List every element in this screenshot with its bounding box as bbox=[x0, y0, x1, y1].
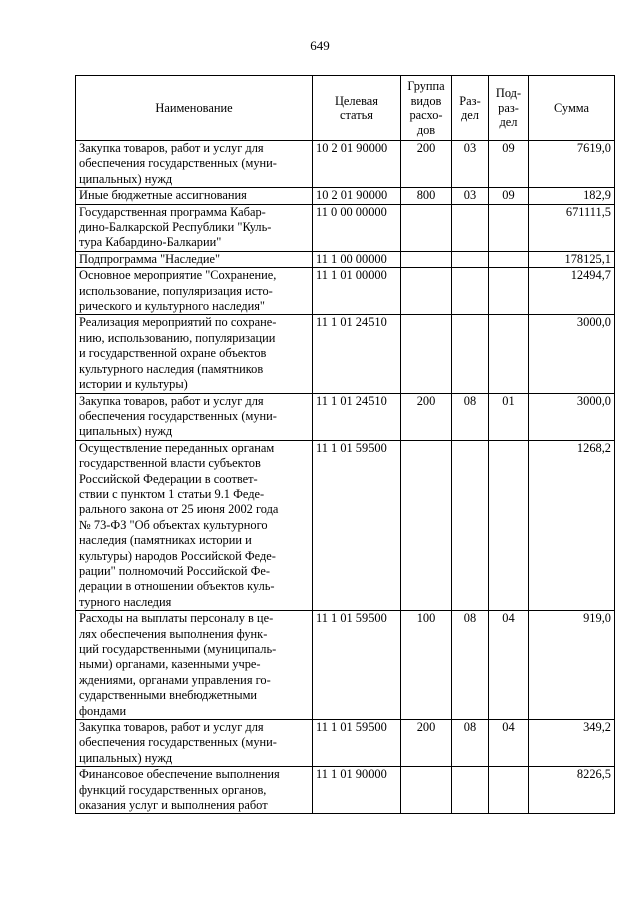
row-subsection bbox=[489, 204, 529, 251]
header-section bbox=[452, 76, 489, 141]
row-target-article: 11 1 01 24510 bbox=[313, 315, 401, 393]
row-section: 08 bbox=[452, 611, 489, 720]
row-section bbox=[452, 315, 489, 393]
row-subsection: 04 bbox=[489, 720, 529, 767]
row-amount: 182,9 bbox=[529, 188, 615, 204]
header-section-text: Раз- дел bbox=[459, 93, 481, 122]
header-expense-group-text: Группа видов расхо- дов bbox=[407, 79, 445, 137]
header-expense-group bbox=[401, 76, 452, 141]
header-amount: Сумма bbox=[529, 76, 615, 141]
header-target-article-text: Целевая статья bbox=[334, 93, 379, 122]
row-amount: 7619,0 bbox=[529, 141, 615, 188]
row-target-article: 10 2 01 90000 bbox=[313, 141, 401, 188]
row-name: Основное мероприятие "Сохранение, использование, популяризация исто- рического и культурного наследия" bbox=[76, 268, 313, 315]
row-section bbox=[452, 440, 489, 610]
row-expense-group bbox=[401, 251, 452, 267]
row-target-article: 10 2 01 90000 bbox=[313, 188, 401, 204]
row-target-article: 11 1 00 00000 bbox=[313, 251, 401, 267]
page-number: 649 bbox=[310, 38, 330, 53]
table-row bbox=[76, 251, 615, 267]
table-body bbox=[76, 141, 615, 814]
row-amount: 919,0 bbox=[529, 611, 615, 720]
row-subsection: 01 bbox=[489, 393, 529, 440]
table-header-row bbox=[76, 76, 615, 141]
row-subsection bbox=[489, 440, 529, 610]
row-subsection: 04 bbox=[489, 611, 529, 720]
table-row bbox=[76, 720, 615, 767]
row-section: 03 bbox=[452, 188, 489, 204]
row-expense-group: 200 bbox=[401, 720, 452, 767]
row-amount: 8226,5 bbox=[529, 767, 615, 814]
row-subsection: 09 bbox=[489, 188, 529, 204]
table-row bbox=[76, 204, 615, 251]
header-subsection bbox=[489, 76, 529, 141]
row-amount: 178125,1 bbox=[529, 251, 615, 267]
row-target-article: 11 1 01 00000 bbox=[313, 268, 401, 315]
row-section bbox=[452, 204, 489, 251]
row-name: Подпрограмма "Наследие" bbox=[76, 251, 313, 267]
row-target-article: 11 0 00 00000 bbox=[313, 204, 401, 251]
header-subsection-text: Под- раз- дел bbox=[495, 86, 522, 130]
row-expense-group bbox=[401, 204, 452, 251]
row-name: Государственная программа Кабар- дино-Балкарской Республики "Куль- тура Кабардино-Балкарии" bbox=[76, 204, 313, 251]
row-name: Закупка товаров, работ и услуг для обеспечения государственных (муни- ципальных) нужд bbox=[76, 393, 313, 440]
row-section: 03 bbox=[452, 141, 489, 188]
table-row bbox=[76, 141, 615, 188]
row-section bbox=[452, 268, 489, 315]
table-row bbox=[76, 611, 615, 720]
header-name: Наименование bbox=[76, 76, 313, 141]
table-row bbox=[76, 440, 615, 610]
budget-table bbox=[75, 75, 615, 814]
row-amount: 12494,7 bbox=[529, 268, 615, 315]
table-row bbox=[76, 268, 615, 315]
row-name: Осуществление переданных органам государственной власти субъектов Российской Федерации в соответ- ствии с пунктом 1 статьи 9.1 Феде- рального закона от 25 июня 2002 года № 73-ФЗ "Об объектах культурного наследия (памятниках истории и культуры) народов Российской Феде- рации" полномочий Российской Фе- дерации в отношении объектов куль- турного наследия bbox=[76, 440, 313, 610]
table-row bbox=[76, 393, 615, 440]
row-expense-group bbox=[401, 268, 452, 315]
row-amount: 349,2 bbox=[529, 720, 615, 767]
header-target-article bbox=[313, 76, 401, 141]
row-target-article: 11 1 01 90000 bbox=[313, 767, 401, 814]
row-name: Реализация мероприятий по сохране- нию, использованию, популяризации и государственной охране объектов культурного наследия (памятников истории и культуры) bbox=[76, 315, 313, 393]
row-name: Расходы на выплаты персоналу в це- лях обеспечения выполнения функ- ций государственными (муниципаль- ными) органами, казенными учре- ждениями, органами управления го- сударственными внебюджетными фондами bbox=[76, 611, 313, 720]
row-expense-group bbox=[401, 440, 452, 610]
row-subsection: 09 bbox=[489, 141, 529, 188]
row-amount: 3000,0 bbox=[529, 315, 615, 393]
row-target-article: 11 1 01 59500 bbox=[313, 440, 401, 610]
row-subsection bbox=[489, 251, 529, 267]
row-expense-group bbox=[401, 315, 452, 393]
row-amount: 3000,0 bbox=[529, 393, 615, 440]
row-expense-group: 200 bbox=[401, 393, 452, 440]
row-section bbox=[452, 767, 489, 814]
row-expense-group bbox=[401, 767, 452, 814]
row-subsection bbox=[489, 767, 529, 814]
row-subsection bbox=[489, 268, 529, 315]
row-name: Закупка товаров, работ и услуг для обеспечения государственных (муни- ципальных) нужд bbox=[76, 141, 313, 188]
row-expense-group: 800 bbox=[401, 188, 452, 204]
row-section: 08 bbox=[452, 720, 489, 767]
row-amount: 671111,5 bbox=[529, 204, 615, 251]
row-amount: 1268,2 bbox=[529, 440, 615, 610]
table-row bbox=[76, 188, 615, 204]
row-expense-group: 200 bbox=[401, 141, 452, 188]
row-name: Финансовое обеспечение выполнения функций государственных органов, оказания услуг и выполнения работ bbox=[76, 767, 313, 814]
row-section bbox=[452, 251, 489, 267]
row-subsection bbox=[489, 315, 529, 393]
row-name: Иные бюджетные ассигнования bbox=[76, 188, 313, 204]
table-row bbox=[76, 767, 615, 814]
row-section: 08 bbox=[452, 393, 489, 440]
row-target-article: 11 1 01 59500 bbox=[313, 720, 401, 767]
table-row bbox=[76, 315, 615, 393]
row-target-article: 11 1 01 24510 bbox=[313, 393, 401, 440]
row-target-article: 11 1 01 59500 bbox=[313, 611, 401, 720]
row-expense-group: 100 bbox=[401, 611, 452, 720]
row-name: Закупка товаров, работ и услуг для обеспечения государственных (муни- ципальных) нужд bbox=[76, 720, 313, 767]
